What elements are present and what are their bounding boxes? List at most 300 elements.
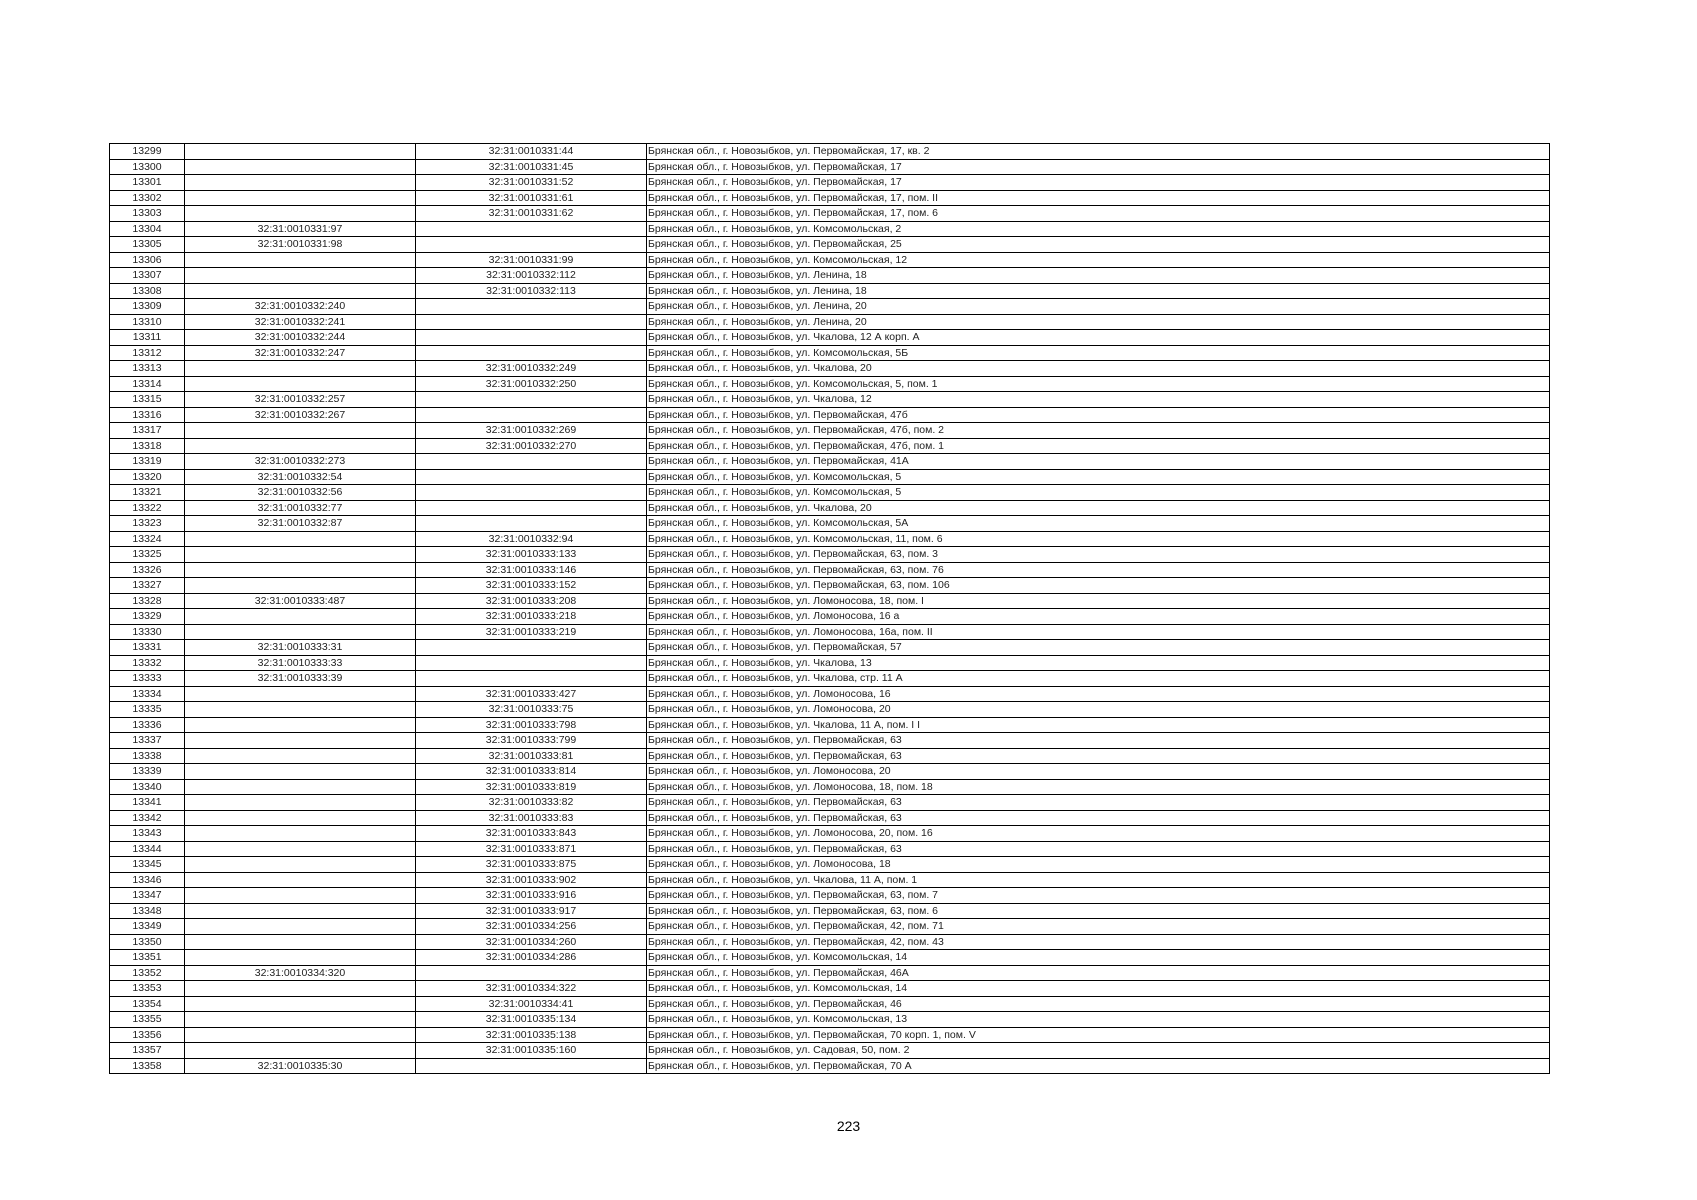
cadastral-number-a-cell [185, 950, 416, 966]
address-cell: Брянская обл., г. Новозыбков, ул. Чкалова, 11 А, пом. I I [647, 717, 1550, 733]
address-cell: Брянская обл., г. Новозыбков, ул. Комсомольская, 5 [647, 485, 1550, 501]
cadastral-number-b-cell: 32:31:0010335:138 [416, 1027, 647, 1043]
address-cell: Брянская обл., г. Новозыбков, ул. Первомайская, 63 [647, 810, 1550, 826]
table-row [110, 237, 1550, 253]
address-cell: Брянская обл., г. Новозыбков, ул. Первомайская, 46А [647, 965, 1550, 981]
cadastral-number-b-cell [416, 640, 647, 656]
cadastral-number-a-cell [185, 996, 416, 1012]
address-cell: Брянская обл., г. Новозыбков, ул. Ломоносова, 18, пом. I [647, 593, 1550, 609]
table-row [110, 1012, 1550, 1028]
row-number-cell: 13324 [110, 531, 185, 547]
cadastral-number-b-cell [416, 454, 647, 470]
cadastral-number-a-cell [185, 810, 416, 826]
row-number-cell: 13335 [110, 702, 185, 718]
cadastral-number-b-cell [416, 392, 647, 408]
table-row [110, 1058, 1550, 1074]
address-cell: Брянская обл., г. Новозыбков, ул. Первомайская, 63, пом. 106 [647, 578, 1550, 594]
cadastral-number-b-cell: 32:31:0010333:152 [416, 578, 647, 594]
cadastral-number-b-cell [416, 671, 647, 687]
cadastral-number-b-cell: 32:31:0010332:113 [416, 283, 647, 299]
cadastral-number-a-cell [185, 841, 416, 857]
cadastral-number-b-cell: 32:31:0010331:62 [416, 206, 647, 222]
page-number: 223 [836, 1118, 861, 1134]
row-number-cell: 13351 [110, 950, 185, 966]
table-row [110, 872, 1550, 888]
row-number-cell: 13331 [110, 640, 185, 656]
table-row [110, 1027, 1550, 1043]
table-row [110, 1043, 1550, 1059]
row-number-cell: 13312 [110, 345, 185, 361]
cadastral-number-a-cell: 32:31:0010332:244 [185, 330, 416, 346]
table-row [110, 345, 1550, 361]
cadastral-number-b-cell: 32:31:0010331:44 [416, 144, 647, 160]
cadastral-number-a-cell [185, 779, 416, 795]
table-row [110, 144, 1550, 160]
table-row [110, 686, 1550, 702]
table-row [110, 733, 1550, 749]
address-cell: Брянская обл., г. Новозыбков, ул. Первомайская, 17, пом. 6 [647, 206, 1550, 222]
table-row [110, 376, 1550, 392]
address-cell: Брянская обл., г. Новозыбков, ул. Ломоносова, 20 [647, 702, 1550, 718]
row-number-cell: 13337 [110, 733, 185, 749]
row-number-cell: 13307 [110, 268, 185, 284]
row-number-cell: 13309 [110, 299, 185, 315]
cadastral-number-b-cell: 32:31:0010335:134 [416, 1012, 647, 1028]
table-row [110, 330, 1550, 346]
table-row [110, 624, 1550, 640]
cadastral-number-a-cell: 32:31:0010331:98 [185, 237, 416, 253]
row-number-cell: 13300 [110, 159, 185, 175]
address-cell: Брянская обл., г. Новозыбков, ул. Комсомольская, 2 [647, 221, 1550, 237]
address-cell: Брянская обл., г. Новозыбков, ул. Ломоносова, 20, пом. 16 [647, 826, 1550, 842]
cadastral-number-b-cell: 32:31:0010332:250 [416, 376, 647, 392]
cadastral-number-a-cell [185, 826, 416, 842]
table-row [110, 206, 1550, 222]
row-number-cell: 13334 [110, 686, 185, 702]
row-number-cell: 13305 [110, 237, 185, 253]
table-row [110, 950, 1550, 966]
row-number-cell: 13310 [110, 314, 185, 330]
address-cell: Брянская обл., г. Новозыбков, ул. Первомайская, 63 [647, 748, 1550, 764]
address-cell: Брянская обл., г. Новозыбков, ул. Ломоносова, 18 [647, 857, 1550, 873]
table-row [110, 593, 1550, 609]
address-cell: Брянская обл., г. Новозыбков, ул. Первомайская, 63, пом. 3 [647, 547, 1550, 563]
row-number-cell: 13304 [110, 221, 185, 237]
cadastral-number-a-cell: 32:31:0010333:39 [185, 671, 416, 687]
table-row [110, 361, 1550, 377]
table-row [110, 795, 1550, 811]
table-row [110, 981, 1550, 997]
row-number-cell: 13332 [110, 655, 185, 671]
row-number-cell: 13355 [110, 1012, 185, 1028]
cadastral-number-a-cell: 32:31:0010334:320 [185, 965, 416, 981]
cadastral-number-a-cell: 32:31:0010333:33 [185, 655, 416, 671]
address-cell: Брянская обл., г. Новозыбков, ул. Ломоносова, 18, пом. 18 [647, 779, 1550, 795]
address-cell: Брянская обл., г. Новозыбков, ул. Первомайская, 17 [647, 159, 1550, 175]
address-cell: Брянская обл., г. Новозыбков, ул. Комсомольская, 5 [647, 469, 1550, 485]
row-number-cell: 13302 [110, 190, 185, 206]
cadastral-number-a-cell: 32:31:0010333:31 [185, 640, 416, 656]
address-cell: Брянская обл., г. Новозыбков, ул. Садовая, 50, пом. 2 [647, 1043, 1550, 1059]
cadastral-number-a-cell [185, 903, 416, 919]
cadastral-number-a-cell [185, 283, 416, 299]
cadastral-number-a-cell [185, 686, 416, 702]
cadastral-number-a-cell [185, 547, 416, 563]
address-cell: Брянская обл., г. Новозыбков, ул. Чкалова, 20 [647, 500, 1550, 516]
address-cell: Брянская обл., г. Новозыбков, ул. Первомайская, 70 А [647, 1058, 1550, 1074]
address-cell: Брянская обл., г. Новозыбков, ул. Чкалова, 20 [647, 361, 1550, 377]
table-row [110, 485, 1550, 501]
cadastral-number-b-cell [416, 345, 647, 361]
address-cell: Брянская обл., г. Новозыбков, ул. Чкалова, стр. 11 А [647, 671, 1550, 687]
cadastral-number-b-cell: 32:31:0010333:427 [416, 686, 647, 702]
table-row [110, 252, 1550, 268]
address-cell: Брянская обл., г. Новозыбков, ул. Первомайская, 41А [647, 454, 1550, 470]
cadastral-number-a-cell [185, 190, 416, 206]
cadastral-number-a-cell [185, 1043, 416, 1059]
address-cell: Брянская обл., г. Новозыбков, ул. Ломоносова, 16 [647, 686, 1550, 702]
table-row [110, 438, 1550, 454]
table-row [110, 748, 1550, 764]
row-number-cell: 13336 [110, 717, 185, 733]
table-row [110, 903, 1550, 919]
cadastral-number-b-cell: 32:31:0010331:99 [416, 252, 647, 268]
row-number-cell: 13333 [110, 671, 185, 687]
table-row [110, 888, 1550, 904]
row-number-cell: 13348 [110, 903, 185, 919]
address-cell: Брянская обл., г. Новозыбков, ул. Комсомольская, 11, пом. 6 [647, 531, 1550, 547]
cadastral-number-b-cell: 32:31:0010333:208 [416, 593, 647, 609]
cadastral-number-b-cell: 32:31:0010334:322 [416, 981, 647, 997]
address-cell: Брянская обл., г. Новозыбков, ул. Ленина, 18 [647, 268, 1550, 284]
table-row [110, 578, 1550, 594]
cadastral-number-b-cell: 32:31:0010333:819 [416, 779, 647, 795]
cadastral-number-a-cell [185, 578, 416, 594]
cadastral-number-b-cell [416, 500, 647, 516]
row-number-cell: 13303 [110, 206, 185, 222]
row-number-cell: 13347 [110, 888, 185, 904]
row-number-cell: 13329 [110, 609, 185, 625]
table-row [110, 779, 1550, 795]
address-cell: Брянская обл., г. Новозыбков, ул. Первомайская, 57 [647, 640, 1550, 656]
address-cell: Брянская обл., г. Новозыбков, ул. Чкалова, 11 А, пом. 1 [647, 872, 1550, 888]
row-number-cell: 13338 [110, 748, 185, 764]
cadastral-number-a-cell [185, 1012, 416, 1028]
table-row [110, 423, 1550, 439]
table-row [110, 175, 1550, 191]
table-row [110, 469, 1550, 485]
cadastral-number-a-cell [185, 175, 416, 191]
cadastral-number-b-cell: 32:31:0010333:82 [416, 795, 647, 811]
cadastral-number-b-cell: 32:31:0010335:160 [416, 1043, 647, 1059]
row-number-cell: 13339 [110, 764, 185, 780]
cadastral-number-b-cell: 32:31:0010331:61 [416, 190, 647, 206]
row-number-cell: 13326 [110, 562, 185, 578]
cadastral-number-a-cell: 32:31:0010333:487 [185, 593, 416, 609]
cadastral-number-a-cell [185, 872, 416, 888]
table-row [110, 826, 1550, 842]
cadastral-number-a-cell [185, 934, 416, 950]
cadastral-number-b-cell: 32:31:0010332:270 [416, 438, 647, 454]
cadastral-number-a-cell [185, 888, 416, 904]
cadastral-number-a-cell [185, 206, 416, 222]
row-number-cell: 13354 [110, 996, 185, 1012]
address-cell: Брянская обл., г. Новозыбков, ул. Комсомольская, 13 [647, 1012, 1550, 1028]
cadastral-number-b-cell: 32:31:0010331:45 [416, 159, 647, 175]
row-number-cell: 13318 [110, 438, 185, 454]
table-row [110, 640, 1550, 656]
row-number-cell: 13311 [110, 330, 185, 346]
address-cell: Брянская обл., г. Новозыбков, ул. Первомайская, 47б [647, 407, 1550, 423]
table-row [110, 934, 1550, 950]
table-row [110, 299, 1550, 315]
row-number-cell: 13301 [110, 175, 185, 191]
cadastral-number-b-cell [416, 299, 647, 315]
cadastral-number-b-cell: 32:31:0010333:133 [416, 547, 647, 563]
row-number-cell: 13322 [110, 500, 185, 516]
address-cell: Брянская обл., г. Новозыбков, ул. Первомайская, 42, пом. 71 [647, 919, 1550, 935]
table-row [110, 857, 1550, 873]
address-cell: Брянская обл., г. Новозыбков, ул. Комсомольская, 5А [647, 516, 1550, 532]
cadastral-number-b-cell: 32:31:0010331:52 [416, 175, 647, 191]
row-number-cell: 13353 [110, 981, 185, 997]
address-cell: Брянская обл., г. Новозыбков, ул. Первомайская, 70 корп. 1, пом. V [647, 1027, 1550, 1043]
row-number-cell: 13313 [110, 361, 185, 377]
table-row [110, 810, 1550, 826]
cadastral-number-b-cell: 32:31:0010333:799 [416, 733, 647, 749]
table-row [110, 407, 1550, 423]
cadastral-number-a-cell [185, 1027, 416, 1043]
table-row [110, 671, 1550, 687]
cadastral-number-b-cell: 32:31:0010332:249 [416, 361, 647, 377]
cadastral-number-a-cell: 32:31:0010332:241 [185, 314, 416, 330]
table-row [110, 764, 1550, 780]
cadastral-number-a-cell [185, 268, 416, 284]
cadastral-number-a-cell: 32:31:0010332:54 [185, 469, 416, 485]
cadastral-number-a-cell: 32:31:0010335:30 [185, 1058, 416, 1074]
cadastral-number-a-cell: 32:31:0010332:56 [185, 485, 416, 501]
cadastral-number-b-cell [416, 1058, 647, 1074]
table-row [110, 268, 1550, 284]
row-number-cell: 13327 [110, 578, 185, 594]
cadastral-number-a-cell [185, 857, 416, 873]
cadastral-number-b-cell: 32:31:0010333:81 [416, 748, 647, 764]
address-cell: Брянская обл., г. Новозыбков, ул. Ленина, 20 [647, 299, 1550, 315]
row-number-cell: 13317 [110, 423, 185, 439]
cadastral-number-b-cell: 32:31:0010333:218 [416, 609, 647, 625]
cadastral-number-b-cell: 32:31:0010333:843 [416, 826, 647, 842]
address-cell: Брянская обл., г. Новозыбков, ул. Первомайская, 63, пом. 76 [647, 562, 1550, 578]
cadastral-number-a-cell [185, 624, 416, 640]
row-number-cell: 13345 [110, 857, 185, 873]
row-number-cell: 13356 [110, 1027, 185, 1043]
row-number-cell: 13306 [110, 252, 185, 268]
table-row [110, 283, 1550, 299]
cadastral-number-b-cell: 32:31:0010333:871 [416, 841, 647, 857]
row-number-cell: 13330 [110, 624, 185, 640]
address-cell: Брянская обл., г. Новозыбков, ул. Первомайская, 46 [647, 996, 1550, 1012]
address-cell: Брянская обл., г. Новозыбков, ул. Первомайская, 47б, пом. 2 [647, 423, 1550, 439]
cadastral-number-a-cell [185, 919, 416, 935]
table-row [110, 702, 1550, 718]
cadastral-number-b-cell [416, 330, 647, 346]
cadastral-number-b-cell: 32:31:0010334:260 [416, 934, 647, 950]
row-number-cell: 13320 [110, 469, 185, 485]
cadastral-number-b-cell [416, 655, 647, 671]
cadastral-number-a-cell [185, 376, 416, 392]
cadastral-number-b-cell [416, 965, 647, 981]
address-cell: Брянская обл., г. Новозыбков, ул. Комсомольская, 14 [647, 981, 1550, 997]
row-number-cell: 13323 [110, 516, 185, 532]
table-row [110, 454, 1550, 470]
cadastral-number-b-cell [416, 314, 647, 330]
cadastral-number-a-cell [185, 748, 416, 764]
address-cell: Брянская обл., г. Новозыбков, ул. Ломоносова, 16а, пом. II [647, 624, 1550, 640]
table-row [110, 996, 1550, 1012]
cadastral-number-a-cell: 32:31:0010332:247 [185, 345, 416, 361]
address-cell: Брянская обл., г. Новозыбков, ул. Комсомольская, 5Б [647, 345, 1550, 361]
cadastral-number-b-cell [416, 221, 647, 237]
address-cell: Брянская обл., г. Новозыбков, ул. Ленина, 18 [647, 283, 1550, 299]
cadastral-number-a-cell [185, 438, 416, 454]
table-row [110, 547, 1550, 563]
cadastral-number-b-cell: 32:31:0010334:286 [416, 950, 647, 966]
row-number-cell: 13349 [110, 919, 185, 935]
address-cell: Брянская обл., г. Новозыбков, ул. Первомайская, 63 [647, 841, 1550, 857]
row-number-cell: 13321 [110, 485, 185, 501]
address-cell: Брянская обл., г. Новозыбков, ул. Ленина, 20 [647, 314, 1550, 330]
cadastral-number-b-cell: 32:31:0010333:75 [416, 702, 647, 718]
row-number-cell: 13342 [110, 810, 185, 826]
cadastral-number-b-cell: 32:31:0010333:219 [416, 624, 647, 640]
cadastral-number-a-cell [185, 981, 416, 997]
cadastral-number-b-cell: 32:31:0010333:146 [416, 562, 647, 578]
table-row [110, 655, 1550, 671]
table-row [110, 314, 1550, 330]
row-number-cell: 13344 [110, 841, 185, 857]
cadastral-number-b-cell: 32:31:0010333:917 [416, 903, 647, 919]
address-cell: Брянская обл., г. Новозыбков, ул. Ломоносова, 20 [647, 764, 1550, 780]
table-row [110, 562, 1550, 578]
cadastral-number-a-cell: 32:31:0010332:273 [185, 454, 416, 470]
cadastral-number-a-cell [185, 702, 416, 718]
row-number-cell: 13343 [110, 826, 185, 842]
table-row [110, 841, 1550, 857]
cadastral-table [109, 143, 1550, 1074]
cadastral-number-b-cell [416, 407, 647, 423]
table-row [110, 965, 1550, 981]
address-cell: Брянская обл., г. Новозыбков, ул. Комсомольская, 14 [647, 950, 1550, 966]
row-number-cell: 13341 [110, 795, 185, 811]
cadastral-number-b-cell [416, 485, 647, 501]
cadastral-number-b-cell: 32:31:0010333:814 [416, 764, 647, 780]
address-cell: Брянская обл., г. Новозыбков, ул. Первомайская, 17, пом. II [647, 190, 1550, 206]
cadastral-number-b-cell [416, 469, 647, 485]
cadastral-number-a-cell [185, 531, 416, 547]
cadastral-number-a-cell: 32:31:0010332:267 [185, 407, 416, 423]
address-cell: Брянская обл., г. Новозыбков, ул. Первомайская, 25 [647, 237, 1550, 253]
row-number-cell: 13308 [110, 283, 185, 299]
cadastral-number-a-cell [185, 733, 416, 749]
cadastral-number-a-cell [185, 795, 416, 811]
row-number-cell: 13299 [110, 144, 185, 160]
address-cell: Брянская обл., г. Новозыбков, ул. Комсомольская, 5, пом. 1 [647, 376, 1550, 392]
cadastral-number-b-cell: 32:31:0010333:798 [416, 717, 647, 733]
cadastral-number-a-cell [185, 423, 416, 439]
cadastral-number-b-cell: 32:31:0010332:112 [416, 268, 647, 284]
cadastral-number-a-cell [185, 764, 416, 780]
table-row [110, 392, 1550, 408]
address-cell: Брянская обл., г. Новозыбков, ул. Первомайская, 17 [647, 175, 1550, 191]
table-row [110, 609, 1550, 625]
table-row [110, 516, 1550, 532]
address-cell: Брянская обл., г. Новозыбков, ул. Первомайская, 17, кв. 2 [647, 144, 1550, 160]
row-number-cell: 13319 [110, 454, 185, 470]
cadastral-number-a-cell [185, 609, 416, 625]
cadastral-number-a-cell: 32:31:0010332:77 [185, 500, 416, 516]
row-number-cell: 13340 [110, 779, 185, 795]
table-row [110, 919, 1550, 935]
table-body [110, 144, 1550, 1074]
cadastral-number-a-cell: 32:31:0010332:257 [185, 392, 416, 408]
address-cell: Брянская обл., г. Новозыбков, ул. Первомайская, 63 [647, 795, 1550, 811]
cadastral-number-b-cell: 32:31:0010333:916 [416, 888, 647, 904]
row-number-cell: 13357 [110, 1043, 185, 1059]
row-number-cell: 13346 [110, 872, 185, 888]
row-number-cell: 13314 [110, 376, 185, 392]
row-number-cell: 13328 [110, 593, 185, 609]
table-row [110, 159, 1550, 175]
cadastral-number-a-cell [185, 717, 416, 733]
row-number-cell: 13325 [110, 547, 185, 563]
cadastral-number-b-cell: 32:31:0010334:256 [416, 919, 647, 935]
cadastral-number-a-cell: 32:31:0010332:87 [185, 516, 416, 532]
cadastral-number-b-cell: 32:31:0010332:269 [416, 423, 647, 439]
cadastral-number-a-cell [185, 252, 416, 268]
table-row [110, 500, 1550, 516]
address-cell: Брянская обл., г. Новозыбков, ул. Первомайская, 63 [647, 733, 1550, 749]
cadastral-number-a-cell: 32:31:0010331:97 [185, 221, 416, 237]
address-cell: Брянская обл., г. Новозыбков, ул. Чкалова, 12 [647, 392, 1550, 408]
cadastral-number-a-cell [185, 361, 416, 377]
cadastral-number-b-cell: 32:31:0010334:41 [416, 996, 647, 1012]
row-number-cell: 13316 [110, 407, 185, 423]
row-number-cell: 13352 [110, 965, 185, 981]
address-cell: Брянская обл., г. Новозыбков, ул. Ломоносова, 16 а [647, 609, 1550, 625]
table-row [110, 531, 1550, 547]
address-cell: Брянская обл., г. Новозыбков, ул. Комсомольская, 12 [647, 252, 1550, 268]
row-number-cell: 13358 [110, 1058, 185, 1074]
cadastral-number-a-cell: 32:31:0010332:240 [185, 299, 416, 315]
address-cell: Брянская обл., г. Новозыбков, ул. Первомайская, 47б, пом. 1 [647, 438, 1550, 454]
address-cell: Брянская обл., г. Новозыбков, ул. Первомайская, 63, пом. 7 [647, 888, 1550, 904]
address-cell: Брянская обл., г. Новозыбков, ул. Первомайская, 63, пом. 6 [647, 903, 1550, 919]
address-cell: Брянская обл., г. Новозыбков, ул. Чкалова, 13 [647, 655, 1550, 671]
cadastral-number-b-cell [416, 237, 647, 253]
cadastral-number-a-cell [185, 562, 416, 578]
cadastral-number-a-cell [185, 159, 416, 175]
address-cell: Брянская обл., г. Новозыбков, ул. Первомайская, 42, пом. 43 [647, 934, 1550, 950]
cadastral-number-a-cell [185, 144, 416, 160]
table-row [110, 221, 1550, 237]
address-cell: Брянская обл., г. Новозыбков, ул. Чкалова, 12 А корп. А [647, 330, 1550, 346]
cadastral-number-b-cell: 32:31:0010333:83 [416, 810, 647, 826]
cadastral-number-b-cell: 32:31:0010333:875 [416, 857, 647, 873]
row-number-cell: 13350 [110, 934, 185, 950]
row-number-cell: 13315 [110, 392, 185, 408]
cadastral-number-b-cell [416, 516, 647, 532]
cadastral-number-b-cell: 32:31:0010333:902 [416, 872, 647, 888]
